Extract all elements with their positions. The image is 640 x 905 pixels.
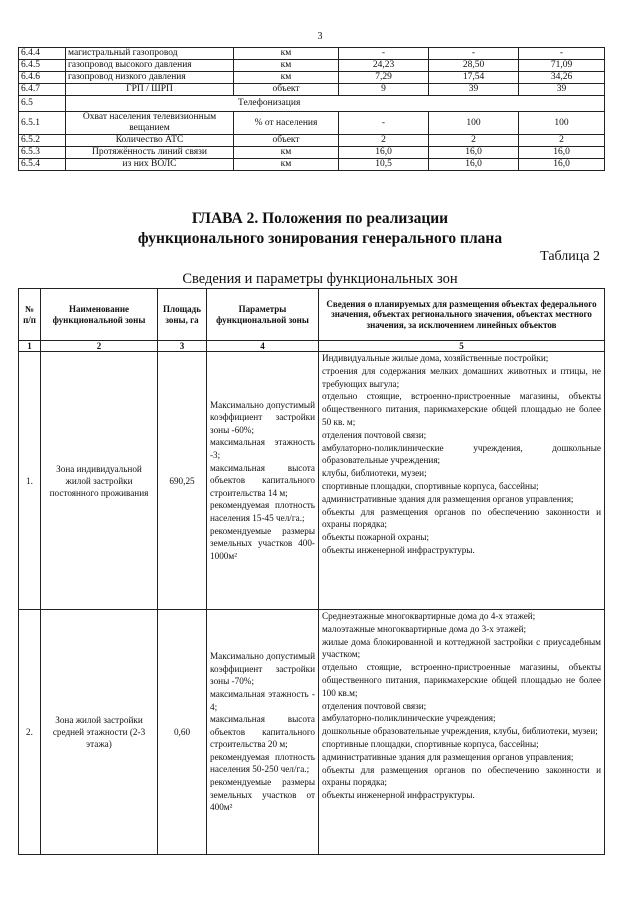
planned-object-item: отделения почтовой связи; — [322, 429, 427, 440]
row-number: 6.4.5 — [19, 60, 66, 72]
table-row — [19, 84, 605, 96]
table-row — [19, 112, 605, 135]
parameter-item: Максимально допустимый коэффициент застройки зоны -60%; — [210, 399, 315, 435]
planned-object-item: административные здания для размещения органов управления; — [322, 751, 574, 762]
row-value-2: 16,0 — [429, 147, 519, 159]
row-value-3: 16,0 — [519, 147, 605, 159]
row-value-1: 24,23 — [339, 60, 429, 72]
row-unit: объект — [234, 84, 339, 96]
parameter-item: рекомендуемые размеры земельных участков от 400м² — [210, 777, 315, 813]
row-value-3: 71,09 — [519, 60, 605, 72]
row-unit: км — [234, 159, 339, 171]
row-value-3: 34,26 — [519, 72, 605, 84]
col-number-2: 2 — [41, 341, 158, 352]
parameter-item: максимальная высота объектов капитального строительства 20 м; — [210, 714, 315, 750]
parameter-item: рекомендуемая плотность населения 15-45 чел/га.; — [210, 500, 315, 523]
row-value-2: 100 — [429, 112, 519, 135]
zone-row — [19, 610, 605, 855]
functional-zones-table — [18, 288, 605, 855]
parameter-item: рекомендуемая плотность населения 50-250 чел/га.; — [210, 751, 315, 775]
row-number: 6.4.4 — [19, 48, 66, 60]
planned-object-item: объекты для размещения органов по обеспечению законности и охраны порядка; — [322, 506, 601, 530]
row-value-2: - — [429, 48, 519, 60]
row-name: Охват населения телевизионным вещанием — [66, 112, 234, 135]
parameter-item: максимальная этажность - 4; — [210, 688, 315, 712]
row-name: ГРП / ШРП — [66, 84, 234, 96]
row-value-1: 10,5 — [339, 159, 429, 171]
planned-object-item: Среднеэтажные многоквартирные дома до 4-х этажей; — [322, 611, 536, 621]
row-number: 6.4.6 — [19, 72, 66, 84]
row-number: 6.5.2 — [19, 135, 66, 147]
planned-object-item: спортивные площадки, спортивные корпуса, бассейны; — [322, 738, 539, 749]
planned-object-item: спортивные площадки, спортивные корпуса, бассейны; — [322, 480, 539, 491]
planned-object-item: строения для содержания мелких домашних животных и птицы, не требующих выгула; — [322, 365, 601, 389]
row-value-1: 16,0 — [339, 147, 429, 159]
planned-object-item: объекты для размещения органов по обеспечению законности и охраны порядка; — [322, 764, 601, 788]
row-value-3: 39 — [519, 84, 605, 96]
zone-parameters — [207, 610, 319, 855]
table-row — [19, 159, 605, 171]
row-number: 6.5.1 — [19, 112, 66, 135]
section-number: 6.5 — [19, 96, 66, 112]
zone-area: 0,60 — [158, 610, 207, 855]
planned-object-item: отдельно стоящие, встроенно-пристроенные магазины, объекты общественного питания, парикмахерские общей площадью не более 50 кв. м; — [322, 391, 601, 427]
planned-object-item: объекты инженерной инфраструктуры. — [322, 790, 475, 801]
row-value-2: 16,0 — [429, 159, 519, 171]
col-number-3: 3 — [158, 341, 207, 352]
planned-object-item: малоэтажные многоквартирные дома до 3-х этажей; — [322, 623, 527, 634]
zone-area: 690,25 — [158, 352, 207, 610]
row-unit: объект — [234, 135, 339, 147]
planned-object-item: клубы, библиотеки, музеи; — [322, 468, 427, 479]
row-unit: км — [234, 72, 339, 84]
header-parameters: Параметры функциональной зоны — [207, 289, 319, 341]
table-reference: Таблица 2 — [540, 249, 600, 264]
row-value-3: 16,0 — [519, 159, 605, 171]
planned-object-item: отделения почтовой связи; — [322, 700, 427, 711]
row-value-2: 39 — [429, 84, 519, 96]
section-title: Телефонизация — [66, 96, 605, 112]
planned-object-item: объекты инженерной инфраструктуры. — [322, 544, 475, 555]
row-value-2: 17,54 — [429, 72, 519, 84]
planned-object-item: амбулаторно-поликлинические учреждения, дошкольные образовательные учреждения; — [322, 442, 601, 466]
row-value-3: 2 — [519, 135, 605, 147]
row-unit: км — [234, 60, 339, 72]
row-value-1: 9 — [339, 84, 429, 96]
col-number-5: 5 — [319, 341, 605, 352]
page-number: 3 — [317, 31, 323, 42]
row-name: магистральный газопровод — [66, 48, 234, 60]
row-name: из них ВОЛС — [66, 159, 234, 171]
row-name: газопровод низкого давления — [66, 72, 234, 84]
zone-planned-objects — [319, 610, 605, 855]
table-row — [19, 147, 605, 159]
planned-object-item: административные здания для размещения органов управления; — [322, 493, 574, 504]
row-value-1: - — [339, 48, 429, 60]
chapter-title-line-2: функционального зонирования генерального плана — [137, 230, 503, 247]
indicators-table — [18, 47, 605, 171]
col-number-1: 1 — [19, 341, 41, 352]
chapter-title-line-1: ГЛАВА 2. Положения по реализации — [191, 210, 449, 227]
zone-row — [19, 352, 605, 610]
zone-number: 1. — [19, 352, 41, 610]
planned-object-item: амбулаторно-поликлинические учреждения; — [322, 713, 496, 724]
row-unit: % от населения — [234, 112, 339, 135]
col-number-4: 4 — [207, 341, 319, 352]
planned-object-item: отдельно стоящие, встроенно-пристроенные магазины, объекты общественного питания, парикмахерские общей площадью не более 100 кв.м; — [322, 662, 601, 698]
parameter-item: максимальная высота объектов капитального строительства 14 м; — [210, 462, 315, 498]
row-name: газопровод высокого давления — [66, 60, 234, 72]
planned-object-item: дошкольные образовательные учреждения, клубы, библиотеки, музеи; — [322, 726, 598, 737]
table-caption: Сведения и параметры функциональных зон — [182, 271, 458, 287]
row-value-3: - — [519, 48, 605, 60]
zone-number: 2. — [19, 610, 41, 855]
table-row — [19, 48, 605, 60]
table-row — [19, 60, 605, 72]
table-row — [19, 135, 605, 147]
row-name: Протяжённость линий связи — [66, 147, 234, 159]
table-row — [19, 72, 605, 84]
zone-name: Зона жилой застройки средней этажности (2-3 этажа) — [41, 610, 158, 855]
parameter-item: максимальная этажность -3; — [210, 437, 315, 461]
section-row — [19, 96, 605, 112]
row-name: Количество АТС — [66, 135, 234, 147]
header-planned-objects: Сведения о планируемых для размещения объектах федерального значения, объектах регионального значения, объектах местного значения, за исключением линейных объектов — [319, 289, 605, 341]
planned-object-item: Индивидуальные жилые дома, хозяйственные постройки; — [322, 353, 549, 363]
row-value-2: 2 — [429, 135, 519, 147]
row-value-3: 100 — [519, 112, 605, 135]
planned-object-item: объекты пожарной охраны; — [322, 532, 429, 543]
planned-object-item: жилые дома блокированной и коттеджной застройки с приусадебным участком; — [322, 636, 601, 660]
parameter-item: Максимально допустимый коэффициент застройки зоны -70%; — [210, 651, 315, 687]
header-area: Площадь зоны, га — [158, 289, 207, 341]
row-value-1: 7,29 — [339, 72, 429, 84]
row-number: 6.5.4 — [19, 159, 66, 171]
header-zone-name: Наименование функциональной зоны — [41, 289, 158, 341]
row-unit: км — [234, 147, 339, 159]
header-number: № п/п — [19, 289, 41, 341]
parameter-item: рекомендуемые размеры земельных участков 400-1000м² — [210, 525, 315, 561]
row-number: 6.4.7 — [19, 84, 66, 96]
zone-parameters — [207, 352, 319, 610]
row-unit: км — [234, 48, 339, 60]
zone-planned-objects — [319, 352, 605, 610]
zone-name: Зона индивидуальной жилой застройки постоянного проживания — [41, 352, 158, 610]
row-value-2: 28,50 — [429, 60, 519, 72]
row-value-1: - — [339, 112, 429, 135]
row-value-1: 2 — [339, 135, 429, 147]
row-number: 6.5.3 — [19, 147, 66, 159]
